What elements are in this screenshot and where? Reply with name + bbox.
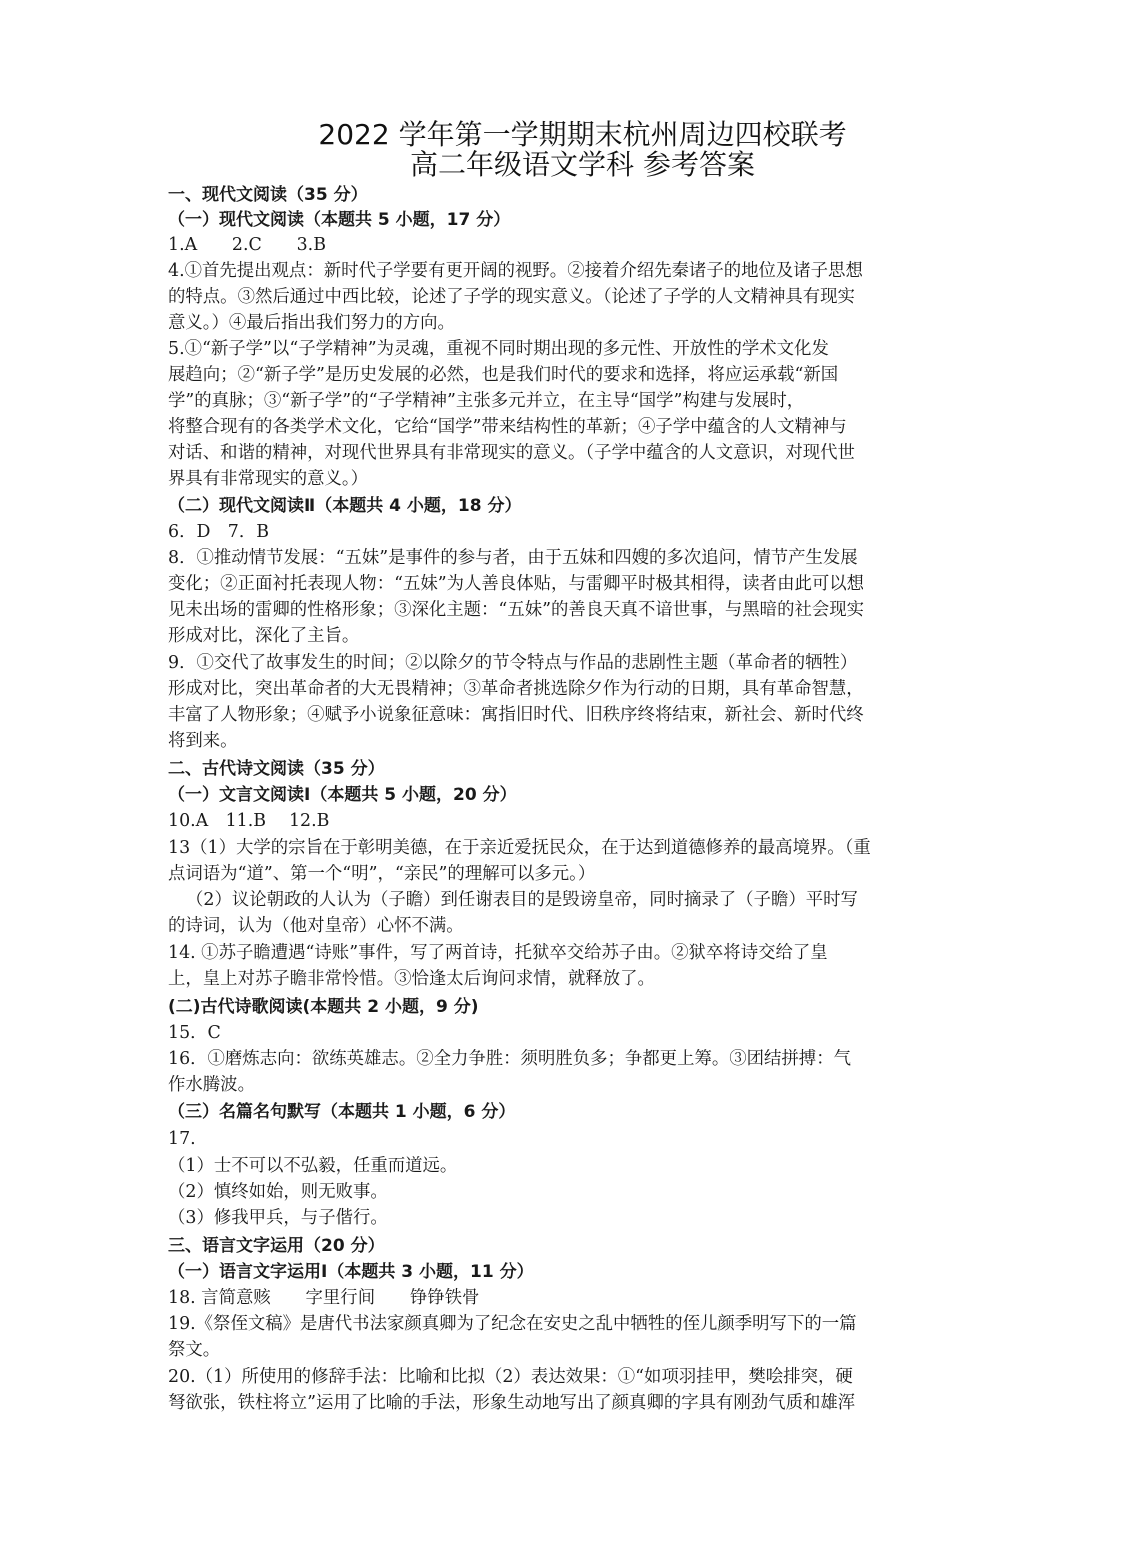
answer-line: 形成对比，深化了主旨。 [168,626,360,646]
answer-line: 点词语为“道”、第一个“明”，“亲民”的理解可以多元。） [168,864,596,884]
subsection-heading: (二)古代诗歌阅读(本题共 2 小题，9 分) [168,997,479,1017]
answer-line: 将整合现有的各类学术文化，它给“国学”带来结构性的革新；④子学中蕴含的人文精神与 [168,417,847,437]
answer-line: （2）议论朝政的人认为（子瞻）到任谢表目的是毁谤皇帝，同时摘录了（子瞻）平时写 [186,890,858,910]
subsection-heading: （二）现代文阅读Ⅱ（本题共 4 小题，18 分） [168,496,522,516]
answer-line: 4.①首先提出观点：新时代子学要有更开阔的视野。②接着介绍先秦诸子的地位及诸子思想 [168,261,863,281]
answer-line: 9．①交代了故事发生的时间；②以除夕的节令特点与作品的悲剧性主题（革命者的牺牲） [168,653,858,673]
answer-line: 展趋向；②“新子学”是历史发展的必然，也是我们时代的要求和选择，将应运承载“新国 [168,365,839,385]
answer-line: 13（1）大学的宗旨在于彰明美德，在于亲近爱抚民众，在于达到道德修养的最高境界。（重 [168,838,871,858]
answer-line: 界具有非常现实的意义。） [168,469,368,489]
subsection-heading: （三）名篇名句默写（本题共 1 小题，6 分） [168,1102,516,1122]
answer-line: 见未出场的雷卿的性格形象；③深化主题：“五妹”的善良天真不谙世事，与黑暗的社会现实 [168,600,865,620]
answer-line: （2）慎终如始，则无败事。 [168,1182,388,1202]
answer-line: 形成对比，突出革命者的大无畏精神；③革命者挑选除夕作为行动的日期，具有革命智慧， [168,679,864,699]
subsection-heading: （一）现代文阅读（本题共 5 小题，17 分） [168,210,511,230]
answer-line: 弩欲张，铁柱将立”运用了比喻的手法，形象生动地写出了颜真卿的字具有刚劲气质和雄浑 [168,1393,856,1413]
answer-line: 学”的真脉；③“新子学”的“子学精神”主张多元并立，在主导“国学”构建与发展时， [168,391,805,411]
answer-line: 丰富了人物形象；④赋予小说象征意味：寓指旧时代、旧秩序终将结束，新社会、新时代终 [168,705,864,725]
document-subtitle: 高二年级语文学科 参考答案 [410,148,755,181]
answer-line: 10.A 11.B 12.B [168,811,330,831]
answer-line: 的特点。③然后通过中西比较，论述了子学的现实意义。（论述了子学的人文精神具有现实 [168,287,855,307]
answer-line: 意义。）④最后指出我们努力的方向。 [168,313,455,333]
document-title: 2022 学年第一学期期末杭州周边四校联考 [318,118,847,151]
answer-line: 对话、和谐的精神，对现代世界具有非常现实的意义。（子学中蕴含的人文意识，对现代世 [168,443,855,463]
answer-line: 变化；②正面衬托表现人物：“五妹”为人善良体贴，与雷卿平时极其相得，读者由此可以想 [168,574,865,594]
section-heading: 二、古代诗文阅读（35 分） [168,759,385,779]
answer-line: 19.《祭侄文稿》是唐代书法家颜真卿为了纪念在安史之乱中牺牲的侄儿颜季明写下的一篇 [168,1314,857,1334]
subsection-heading: （一）语言文字运用Ⅰ（本题共 3 小题，11 分） [168,1262,534,1282]
answer-line: 15．C [168,1023,221,1043]
answer-line: 6．D 7．B [168,522,270,542]
answer-line: 祭文。 [168,1340,221,1360]
answer-line: 18. 言简意赅 字里行间 铮铮铁骨 [168,1288,480,1308]
answer-line: 1.A 2.C 3.B [168,235,326,255]
answer-line: （1）士不可以不弘毅，任重而道远。 [168,1156,458,1176]
answer-line: 17. [168,1129,196,1149]
answer-line: 14. ①苏子瞻遭遇“诗账”事件，写了两首诗，托狱卒交给苏子由。②狱卒将诗交给了皇 [168,943,828,963]
section-heading: 一、现代文阅读（35 分） [168,185,368,205]
answer-line: 将到来。 [168,731,238,751]
answer-line: 上，皇上对苏子瞻非常怜惜。③恰逢太后询问求情，就释放了。 [168,969,655,989]
subsection-heading: （一）文言文阅读Ⅰ（本题共 5 小题，20 分） [168,785,517,805]
section-heading: 三、语言文字运用（20 分） [168,1236,385,1256]
answer-line: 的诗词，认为（他对皇帝）心怀不满。 [168,916,464,936]
answer-line: 20.（1）所使用的修辞手法：比喻和比拟（2）表达效果：①“如项羽挂甲，樊哙排突，硬 [168,1367,853,1387]
answer-line: 8．①推动情节发展：“五妹”是事件的参与者，由于五妹和四嫂的多次追问，情节产生发展 [168,548,858,568]
answer-line: 5.①“新子学”以“子学精神”为灵魂，重视不同时期出现的多元性、开放性的学术文化发 [168,339,829,359]
answer-line: 作水腾波。 [168,1075,255,1095]
answer-line: （3）修我甲兵，与子偕行。 [168,1208,388,1228]
answer-line: 16．①磨炼志向：欲练英雄志。②全力争胜：须明胜负多；争都更上筹。③团结拼搏：气 [168,1049,851,1069]
